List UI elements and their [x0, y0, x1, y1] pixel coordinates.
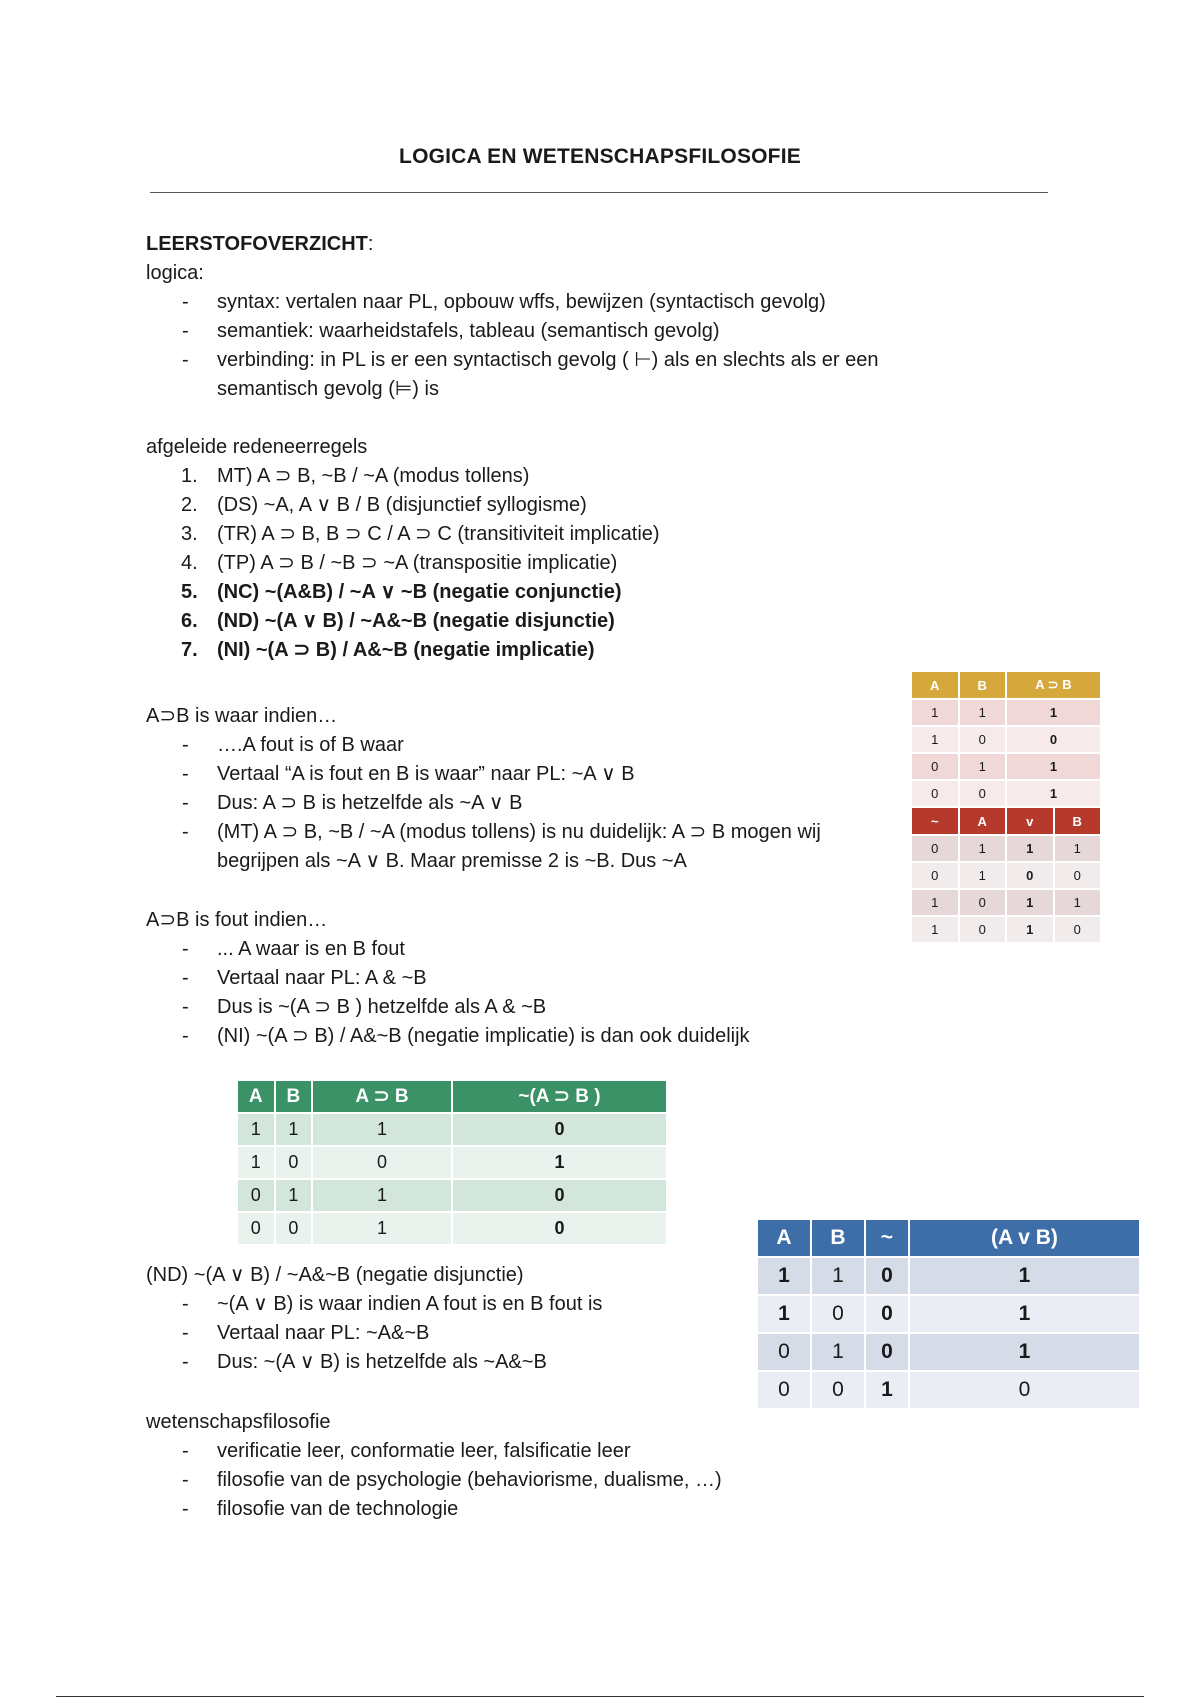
table-cell: 0: [238, 1213, 274, 1244]
bullet-dash: -: [182, 1322, 189, 1344]
logica-item-semantics: semantiek: waarheidstafels, tableau (semantisch gevolg): [217, 320, 720, 342]
table-cell: 0: [866, 1258, 908, 1294]
bullet-dash: -: [182, 1469, 189, 1491]
logica-item-connection: verbinding: in PL is er een syntactisch gevolg ( ⊢) als en slechts als er een: [217, 349, 879, 371]
table-cell: 0: [960, 890, 1006, 915]
table-header-cell: ~(A ⊃ B ): [453, 1081, 666, 1112]
table-row: [912, 836, 1100, 861]
table-row: [912, 917, 1100, 942]
table-header-cell: B: [1055, 808, 1101, 834]
philosophy-item: verificatie leer, conformatie leer, falsificatie leer: [217, 1440, 631, 1462]
table-row: [758, 1334, 1139, 1370]
table-cell: 0: [960, 781, 1006, 806]
table-header-cell: v: [1007, 808, 1053, 834]
table-cell: 1: [1007, 754, 1100, 779]
table-cell: 0: [453, 1180, 666, 1211]
table-row: [238, 1180, 666, 1211]
table-cell: 0: [866, 1334, 908, 1370]
true-item-cont: begrijpen als ~A ∨ B. Maar premisse 2 is ~B. Dus ~A: [217, 850, 687, 872]
bullet-dash: -: [182, 792, 189, 814]
table-cell: 0: [912, 863, 958, 888]
bullet-dash: -: [182, 938, 189, 960]
table-cell: 1: [960, 754, 1006, 779]
bullet-dash: -: [182, 734, 189, 756]
table-cell: 1: [866, 1372, 908, 1408]
table-header-cell: B: [276, 1081, 312, 1112]
table-cell: 1: [910, 1334, 1139, 1370]
table-cell: 0: [238, 1180, 274, 1211]
logica-item-syntax: syntax: vertalen naar PL, opbouw wffs, bewijzen (syntactisch gevolg): [217, 291, 826, 313]
table-cell: 1: [812, 1258, 864, 1294]
table-row: [238, 1114, 666, 1145]
nd-item: Vertaal naar PL: ~A&~B: [217, 1322, 430, 1344]
bullet-dash: -: [182, 349, 189, 371]
table-cell: 0: [276, 1147, 312, 1178]
table-cell: 1: [1007, 917, 1053, 942]
table-cell: 1: [960, 700, 1006, 725]
table-row: [912, 754, 1100, 779]
table-cell: 0: [313, 1147, 451, 1178]
table-cell: 0: [960, 727, 1006, 752]
table-cell: 1: [1007, 700, 1100, 725]
overview-heading-line: [146, 230, 373, 259]
negated-implication-truth-table: [236, 1079, 668, 1246]
table-cell: 0: [912, 836, 958, 861]
rule-text: (DS) ~A, A ∨ B / B (disjunctief syllogisme): [217, 494, 587, 516]
table-header-cell: A: [960, 808, 1006, 834]
table-cell: 1: [276, 1180, 312, 1211]
table-cell: 0: [758, 1372, 810, 1408]
rules-heading: afgeleide redeneerregels: [146, 436, 368, 458]
table-row: [758, 1296, 1139, 1332]
rule-text: MT) A ⊃ B, ~B / ~A (modus tollens): [217, 465, 530, 487]
bullet-dash: -: [182, 821, 189, 843]
table-cell: 1: [276, 1114, 312, 1145]
table-header-cell: A ⊃ B: [313, 1081, 451, 1112]
rule-text: (TR) A ⊃ B, B ⊃ C / A ⊃ C (transitiviteit implicatie): [217, 523, 660, 545]
table-row: [912, 890, 1100, 915]
true-item: ….A fout is of B waar: [217, 734, 404, 756]
false-item: Dus is ~(A ⊃ B ) hetzelfde als A & ~B: [217, 996, 547, 1018]
rule-number: 1.: [181, 465, 198, 487]
rule-text: (NI) ~(A ⊃ B) / A&~B (negatie implicatie): [217, 639, 595, 661]
logica-item-connection-cont: semantisch gevolg (⊨) is: [217, 378, 439, 400]
table-cell: 1: [912, 700, 958, 725]
philosophy-heading: wetenschapsfilosofie: [146, 1411, 331, 1433]
rule-number: 7.: [181, 639, 198, 661]
table-row: [758, 1258, 1139, 1294]
false-heading: A⊃B is fout indien…: [146, 909, 328, 931]
table-cell: 1: [238, 1114, 274, 1145]
table-cell: 1: [313, 1114, 451, 1145]
table-cell: 1: [1007, 836, 1053, 861]
table-row: [912, 727, 1100, 752]
logica-label: logica:: [146, 262, 204, 284]
false-item: Vertaal naar PL: A & ~B: [217, 967, 427, 989]
overview-heading-colon: :: [367, 233, 374, 255]
false-item: ... A waar is en B fout: [217, 938, 405, 960]
table-header-cell: B: [960, 672, 1006, 698]
table-cell: 1: [238, 1147, 274, 1178]
table-cell: 0: [1007, 863, 1053, 888]
rule-number: 5.: [181, 581, 198, 603]
rule-text: (TP) A ⊃ B / ~B ⊃ ~A (transpositie implicatie): [217, 552, 618, 574]
table-cell: 0: [276, 1213, 312, 1244]
table-header-cell: (A v B): [910, 1220, 1139, 1256]
bullet-dash: -: [182, 763, 189, 785]
table-cell: 0: [1007, 727, 1100, 752]
bullet-dash: -: [182, 1498, 189, 1520]
table-header-cell: B: [812, 1220, 864, 1256]
table-header-cell: A ⊃ B: [1007, 672, 1100, 698]
true-heading: A⊃B is waar indien…: [146, 705, 338, 727]
rule-number: 4.: [181, 552, 198, 574]
rule-text: (NC) ~(A&B) / ~A ∨ ~B (negatie conjunctie): [217, 581, 622, 603]
table-cell: 0: [960, 917, 1006, 942]
bullet-dash: -: [182, 1351, 189, 1373]
bullet-dash: -: [182, 291, 189, 313]
table-header-cell: A: [758, 1220, 810, 1256]
table-cell: 1: [910, 1258, 1139, 1294]
table-cell: 0: [1055, 917, 1101, 942]
table-cell: 1: [960, 836, 1006, 861]
table-cell: 0: [866, 1296, 908, 1332]
table-cell: 1: [313, 1213, 451, 1244]
table-row: [912, 700, 1100, 725]
nd-item: ~(A ∨ B) is waar indien A fout is en B fout is: [217, 1293, 603, 1315]
rule-number: 2.: [181, 494, 198, 516]
table-header-cell: ~: [912, 808, 958, 834]
true-item: (MT) A ⊃ B, ~B / ~A (modus tollens) is nu duidelijk: A ⊃ B mogen wij: [217, 821, 821, 843]
bullet-dash: -: [182, 320, 189, 342]
footer-divider: [56, 1696, 1144, 1697]
table-cell: 0: [912, 781, 958, 806]
bullet-dash: -: [182, 967, 189, 989]
table-cell: 0: [1055, 863, 1101, 888]
true-item: Vertaal “A is fout en B is waar” naar PL: ~A ∨ B: [217, 763, 635, 785]
rule-number: 3.: [181, 523, 198, 545]
rule-text: (ND) ~(A ∨ B) / ~A&~B (negatie disjunctie): [217, 610, 615, 632]
table-cell: 1: [912, 917, 958, 942]
negated-disjunction-truth-table: [756, 1218, 1141, 1410]
table-row: [758, 1372, 1139, 1408]
bullet-dash: -: [182, 1025, 189, 1047]
table-cell: 1: [758, 1258, 810, 1294]
bullet-dash: -: [182, 1440, 189, 1462]
table-cell: 1: [912, 890, 958, 915]
nd-heading: (ND) ~(A ∨ B) / ~A&~B (negatie disjunctie): [146, 1264, 524, 1286]
implication-truth-table: [910, 670, 1102, 944]
table-cell: 1: [758, 1296, 810, 1332]
table-cell: 1: [453, 1147, 666, 1178]
rule-number: 6.: [181, 610, 198, 632]
table-cell: 0: [453, 1114, 666, 1145]
table-cell: 0: [912, 754, 958, 779]
overview-heading: LEERSTOFOVERZICHT: [146, 233, 368, 255]
page-title: LOGICA EN WETENSCHAPSFILOSOFIE: [399, 145, 801, 168]
table-cell: 1: [313, 1180, 451, 1211]
table-cell: 1: [912, 727, 958, 752]
table-header-cell: ~: [866, 1220, 908, 1256]
table-cell: 1: [1055, 836, 1101, 861]
table-row: [238, 1147, 666, 1178]
philosophy-item: filosofie van de psychologie (behaviorisme, dualisme, …): [217, 1469, 722, 1491]
table-cell: 1: [910, 1296, 1139, 1332]
table-cell: 0: [812, 1296, 864, 1332]
table-cell: 0: [812, 1372, 864, 1408]
title-divider: [150, 192, 1048, 193]
table-cell: 1: [1055, 890, 1101, 915]
table-cell: 1: [960, 863, 1006, 888]
table-cell: 0: [453, 1213, 666, 1244]
table-cell: 1: [1007, 890, 1053, 915]
table-cell: 1: [1007, 781, 1100, 806]
nd-item: Dus: ~(A ∨ B) is hetzelfde als ~A&~B: [217, 1351, 547, 1373]
true-item: Dus: A ⊃ B is hetzelfde als ~A ∨ B: [217, 792, 523, 814]
table-cell: 0: [910, 1372, 1139, 1408]
table-row: [912, 781, 1100, 806]
table-cell: 1: [812, 1334, 864, 1370]
philosophy-item: filosofie van de technologie: [217, 1498, 459, 1520]
false-item: (NI) ~(A ⊃ B) / A&~B (negatie implicatie) is dan ook duidelijk: [217, 1025, 750, 1047]
table-row: [912, 863, 1100, 888]
table-row: [238, 1213, 666, 1244]
table-header-cell: A: [912, 672, 958, 698]
bullet-dash: -: [182, 996, 189, 1018]
bullet-dash: -: [182, 1293, 189, 1315]
table-header-cell: A: [238, 1081, 274, 1112]
table-cell: 0: [758, 1334, 810, 1370]
